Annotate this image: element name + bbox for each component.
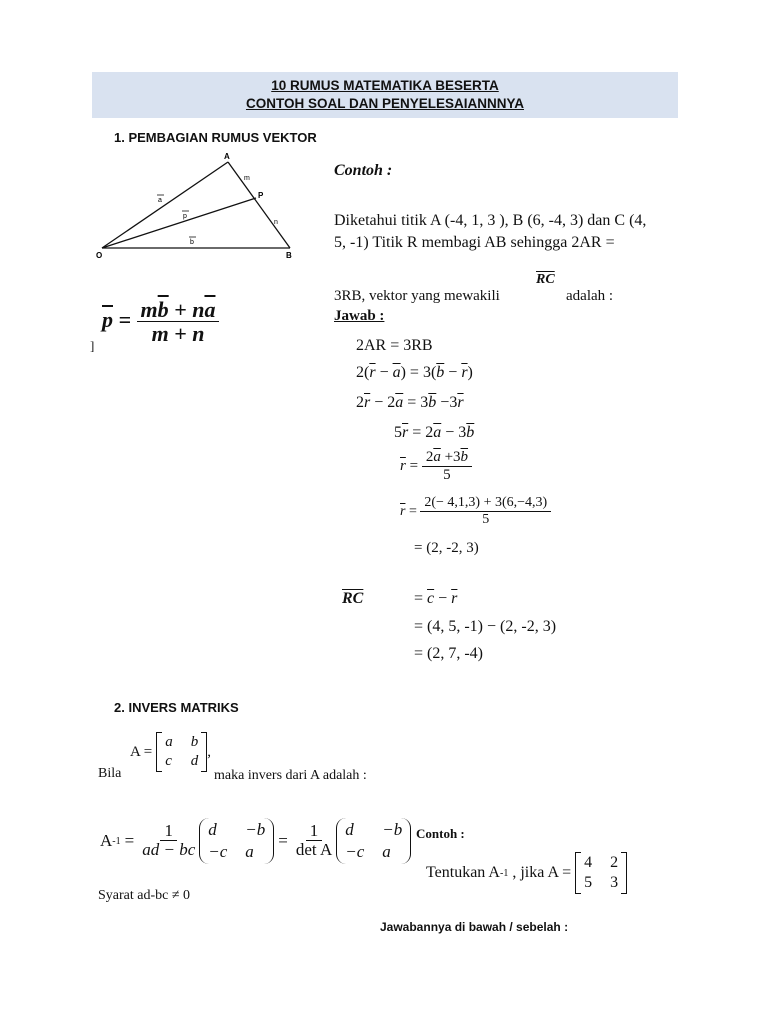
formula-p: $\overline{p}$	[102, 307, 113, 333]
label-P: P	[258, 191, 264, 200]
step-3	[356, 394, 464, 412]
step-4-part: 5	[394, 424, 402, 441]
inverse-cell: −b	[382, 820, 403, 839]
step-2	[356, 364, 473, 382]
matrix-a-label: A =	[130, 743, 153, 760]
problem-line-2: 5, -1) Titik R membagi AB sehingga 2AR =	[334, 234, 615, 251]
step-4-a: $\overline{a}$	[433, 424, 442, 441]
label-vec-p: p	[183, 213, 187, 220]
formula-denominator: m + n	[151, 321, 205, 347]
inverse-formula	[100, 818, 411, 864]
rc-vector-label: $\overline{RC}$	[536, 272, 555, 287]
inverse-eq: =	[124, 831, 135, 850]
step-5-fraction	[422, 450, 472, 483]
inverse-cell: d	[345, 820, 354, 839]
step-2-r: $\overline{r}$	[369, 364, 376, 381]
inverse-matrix-1	[199, 818, 274, 864]
label-vec-b: b	[190, 239, 194, 246]
step-2-part: −	[444, 364, 462, 381]
step-4	[394, 424, 474, 442]
step-3-part: −3	[436, 394, 458, 411]
rc-step-3: = (2, 7, -4)	[414, 645, 484, 662]
example-matrix-cell: 4	[584, 854, 593, 871]
step-3-r2: $\overline{r}$	[457, 394, 464, 411]
problem-line-1: Diketahui titik A (-4, 1, 3 ), B (6, -4, 3) dan C (4,	[334, 212, 647, 229]
formula-a: $\overline{a}$	[204, 297, 216, 322]
rc-step-2: = (4, 5, -1) − (2, -2, 3)	[414, 618, 557, 635]
matrix-a-cell: b	[190, 734, 199, 750]
example-matrix-cell: 5	[584, 874, 593, 891]
answer-label: Jawab :	[334, 308, 385, 324]
formula-equals: =	[118, 307, 132, 333]
matrix-comma: ,	[207, 743, 211, 760]
section-formula	[102, 298, 219, 346]
matrix-definition	[130, 732, 211, 772]
step-2-part: )	[467, 364, 473, 381]
example-2-label: Contoh :	[416, 826, 465, 841]
step-2-part: 2(	[356, 364, 370, 381]
matrix-a	[156, 732, 207, 772]
inverse-num-1: 1	[160, 822, 177, 841]
title-line-1: 10 RUMUS MATEMATIKA BESERTA	[271, 78, 499, 93]
step-5-eq: =	[409, 458, 419, 475]
matrix-a-cell: c	[165, 753, 172, 769]
step-6	[400, 496, 551, 527]
step-1: 2AR = 3RB	[356, 337, 433, 354]
step-3-part: − 2	[370, 394, 396, 411]
step-2-b: $\overline{b}$	[436, 364, 445, 381]
formula-n: n	[192, 297, 205, 322]
label-n: n	[274, 219, 278, 226]
example-matrix-cell: 2	[610, 854, 619, 871]
step-6-fraction	[420, 496, 551, 527]
step-2-part: −	[375, 364, 393, 381]
document-title-box	[92, 72, 678, 118]
maka-text: maka invers dari A adalah :	[214, 768, 367, 783]
step-4-r: $\overline{r}$	[402, 424, 409, 441]
answer-note: Jawabannya di bawah / sebelah :	[380, 920, 569, 934]
rc-step-1	[414, 590, 457, 608]
step-5-r: $\overline{r}$	[400, 458, 406, 475]
bila-text: Bila	[98, 766, 122, 781]
step-3-r: $\overline{r}$	[364, 394, 371, 411]
rc-step-1-r: $\overline{r}$	[451, 590, 458, 607]
step-4-part: = 2	[408, 424, 434, 441]
matrix-a-cell: a	[165, 734, 173, 750]
formula-m: m	[140, 297, 158, 322]
inverse-cell: a	[245, 842, 254, 861]
step-6-num: 2(− 4,1,3) + 3(6,−4,3)	[420, 496, 551, 512]
step-6-den: 5	[482, 511, 490, 527]
rc-label: $\overline{RC}$	[342, 590, 364, 607]
inverse-num-2: 1	[306, 822, 323, 841]
label-m: m	[244, 175, 250, 182]
inverse-cell: −c	[208, 842, 228, 861]
inverse-eq-2: =	[278, 831, 288, 850]
step-4-b: $\overline{b}$	[466, 424, 475, 441]
step-5-part: 2	[425, 449, 434, 465]
step-5-a: $\overline{a}$	[433, 449, 441, 465]
matrix-a-cell: d	[190, 753, 199, 769]
tentukan-sup: -1	[499, 867, 509, 879]
label-vec-a: a	[158, 197, 162, 204]
step-7: = (2, -2, 3)	[414, 540, 479, 556]
inverse-den-2: det A	[295, 840, 333, 860]
rc-step-1-minus: −	[434, 590, 452, 607]
tentukan-text: Tentukan A	[426, 864, 500, 881]
formula-b: $\overline{b}$	[157, 297, 169, 322]
step-3-a: $\overline{a}$	[395, 394, 404, 411]
step-2-part: ) = 3(	[400, 364, 437, 381]
step-4-part: − 3	[441, 424, 467, 441]
section-1-heading: 1. PEMBAGIAN RUMUS VEKTOR	[114, 130, 317, 145]
formula-fraction	[137, 298, 220, 346]
inverse-cell: −c	[345, 842, 365, 861]
label-A: A	[224, 152, 230, 161]
example-label: Contoh :	[334, 162, 393, 179]
inverse-cell: d	[208, 820, 217, 839]
problem-line-3a: 3RB, vektor yang mewakili	[334, 288, 500, 304]
inverse-fraction-2	[292, 822, 336, 860]
step-2-a: $\overline{a}$	[392, 364, 401, 381]
step-6-r: $\overline{r}$	[400, 503, 406, 519]
step-6-eq: =	[408, 503, 417, 519]
step-5-part: +3	[440, 449, 461, 465]
inverse-sup: -1	[112, 835, 121, 847]
example-matrix-cell: 3	[610, 874, 619, 891]
step-3-part: 2	[356, 394, 364, 411]
inverse-lhs: A	[100, 831, 113, 850]
rc-step-1-c: $\overline{c}$	[427, 590, 435, 607]
problem-line-3b: adalah :	[566, 288, 614, 304]
label-B: B	[286, 251, 292, 260]
vector-triangle-diagram	[90, 148, 300, 264]
step-5-b: $\overline{b}$	[460, 449, 469, 465]
step-3-b: $\overline{b}$	[428, 394, 437, 411]
step-3-part: = 3	[403, 394, 429, 411]
example-2-problem	[426, 852, 627, 894]
jika-text: , jika A =	[512, 864, 572, 881]
title-line-2: CONTOH SOAL DAN PENYELESAIANNNYA	[245, 96, 525, 111]
step-5-den: 5	[443, 466, 451, 483]
stray-bracket: ]	[90, 338, 95, 353]
formula-plus: +	[174, 297, 187, 322]
label-O: O	[96, 251, 103, 260]
example-matrix	[575, 852, 627, 894]
rc-step-1-eq: =	[414, 590, 428, 607]
step-5	[400, 450, 472, 483]
inverse-cell: −b	[245, 820, 266, 839]
inverse-matrix-2	[336, 818, 411, 864]
syarat-text: Syarat ad-bc ≠ 0	[98, 888, 191, 903]
inverse-cell: a	[382, 842, 391, 861]
inverse-den-1: ad − bc	[142, 840, 196, 860]
step-2-r2: $\overline{r}$	[461, 364, 468, 381]
inverse-fraction-1	[138, 822, 199, 860]
section-2-heading: 2. INVERS MATRIKS	[114, 700, 239, 715]
